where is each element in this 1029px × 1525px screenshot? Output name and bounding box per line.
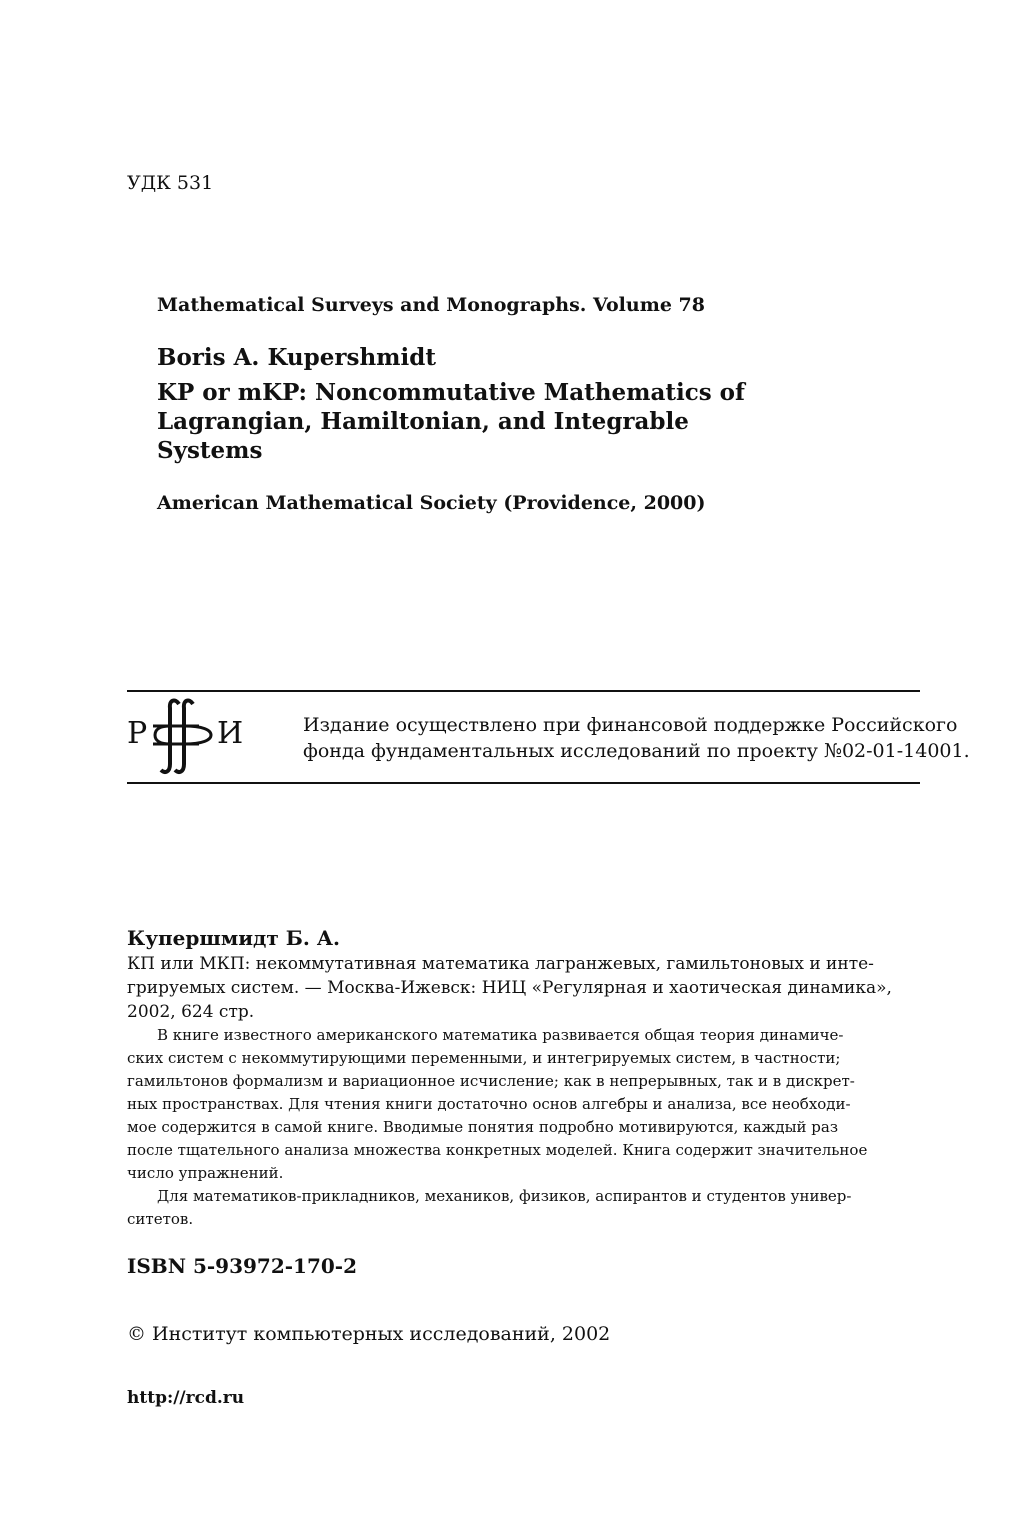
title-line: Lagrangian, Hamiltonian, and Integrable [157,408,689,435]
logo-letter-i: И [217,716,244,751]
series-title: Mathematical Surveys and Monographs. Volume 78 [157,294,705,316]
funding-note [303,712,970,764]
publisher-english: American Mathematical Society (Providence, 2000) [157,492,706,514]
title-english [157,378,797,465]
abstract-line: мое содержится в самой книге. Вводимые понятия подробно мотивируются, каждый раз [127,1118,839,1136]
divider-bottom [127,782,920,784]
double-integral-icon [153,698,217,776]
author-english: Boris A. Kupershmidt [157,344,436,371]
abstract-line: ских систем с некоммутирующими переменными, и интегрируемых систем, в частности; [127,1049,841,1067]
rffi-logo [127,696,257,776]
funding-line: Издание осуществлено при финансовой поддержке Российского [303,714,958,736]
abstract [127,1024,920,1231]
biblio-line: КП или МКП: некоммутативная математика лагранжевых, гамильтоновых и инте- [127,954,874,974]
bibliographic-entry [127,952,920,1024]
abstract-line: после тщательного анализа множества конкретных моделей. Книга содержит значительное [127,1141,868,1159]
isbn: ISBN 5-93972-170-2 [127,1254,358,1278]
funding-line: фонда фундаментальных исследований по проекту №02-01-14001. [303,740,970,762]
abstract-line: В книге известного американского математика развивается общая теория динамиче- [157,1026,844,1044]
website-link[interactable]: http://rcd.ru [127,1388,245,1408]
title-line: KP or mKP: Noncommutative Mathematics of [157,379,745,406]
abstract-line: гамильтонов формализм и вариационное исчисление; как в непрерывных, так и в дискрет- [127,1072,855,1090]
title-line: Systems [157,437,263,464]
abstract-line: число упражнений. [127,1164,284,1182]
biblio-line: 2002, 624 стр. [127,1002,255,1022]
logo-letter-r: Р [127,716,148,751]
audience-line: Для математиков-прикладников, механиков, физиков, аспирантов и студентов универ- [157,1187,852,1205]
udk-code: УДК 531 [127,172,214,194]
divider-top [127,690,920,692]
copyright-notice: © Институт компьютерных исследований, 2002 [127,1323,611,1345]
abstract-line: ных пространствах. Для чтения книги достаточно основ алгебры и анализа, все необходи- [127,1095,851,1113]
author-russian: Купершмидт Б. А. [127,926,340,950]
biblio-line: грируемых систем. — Москва-Ижевск: НИЦ «Регулярная и хаотическая динамика», [127,978,892,998]
audience-line: ситетов. [127,1210,194,1228]
